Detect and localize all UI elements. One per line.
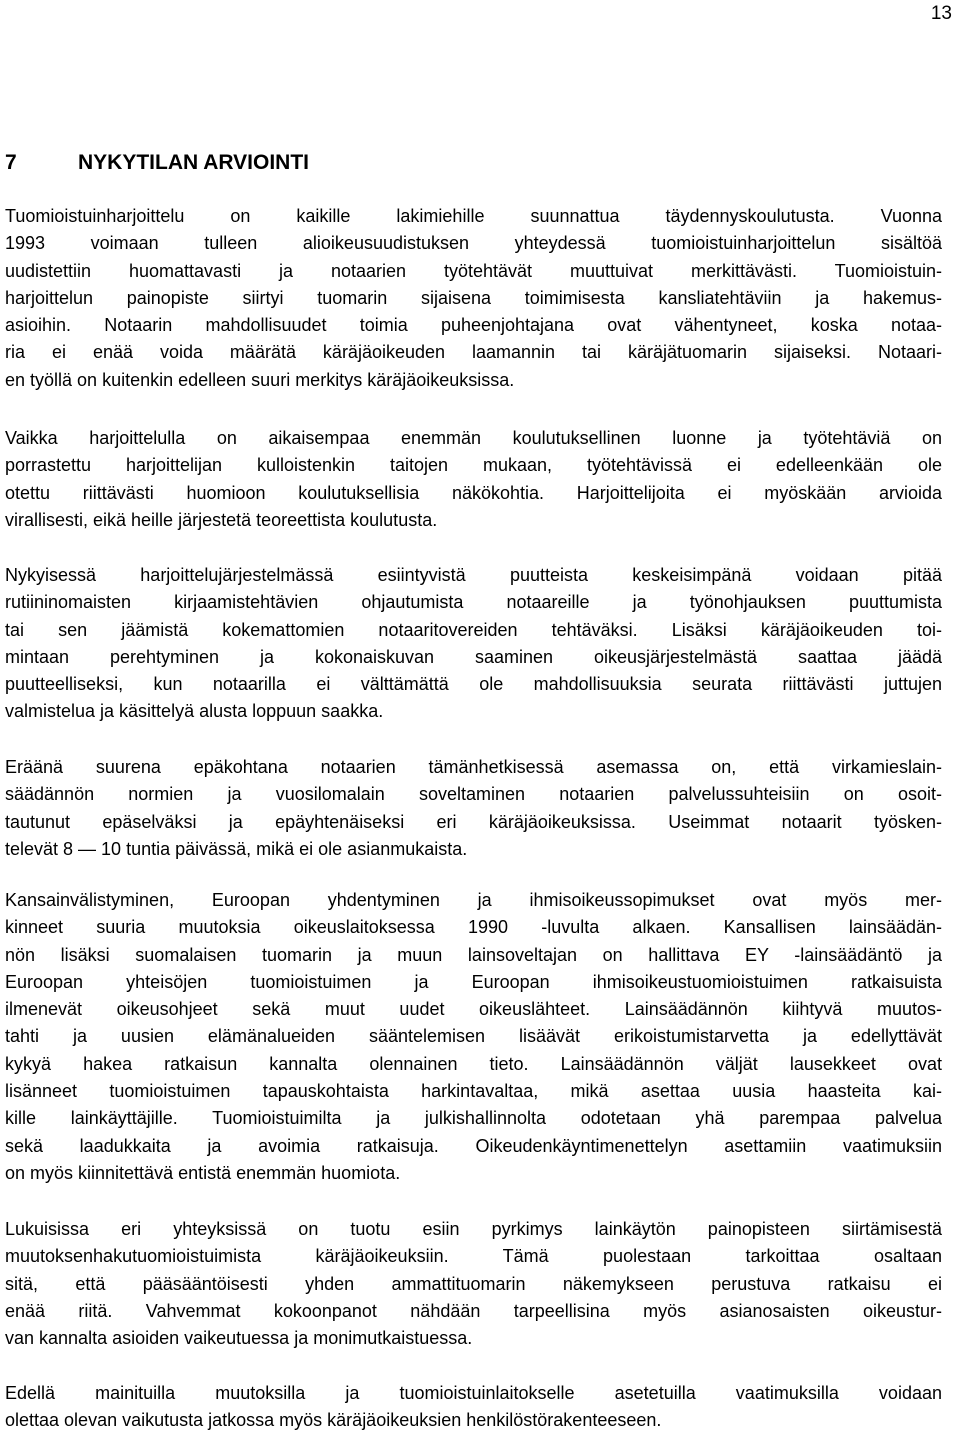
paragraph-7: [5, 1380, 942, 1435]
text-line: Euroopan yhteisöjen tuomioistuimen ja Euroopan ihmisoikeustuomioistuimen ratkaisuista: [5, 971, 942, 992]
text-line: säädännön normien ja vuosilomalain soveltaminen notaarien palvelussuhteisiin on osoit-: [5, 784, 942, 805]
text-line: harjoittelun painopiste siirtyi tuomarin sijaisena toimimisesta kansliatehtäviin ja hakemus-: [5, 287, 942, 308]
text-line: rutiininomaisten kirjaamistehtävien ohjautumista notaareille ja työnohjauksen puuttumista: [5, 592, 942, 613]
text-line: nön lisäksi suomalaisen tuomarin ja muun lainsoveltajan on hallittava EY -lainsäädäntö ja: [5, 944, 942, 965]
paragraph-6: [5, 1216, 942, 1352]
text-line: Kansainvälistyminen, Euroopan yhdentyminen ja ihmisoikeussopimukset ovat myös mer-: [5, 890, 942, 910]
paragraph-3: [5, 562, 942, 726]
text-line: Tuomioistuinharjoittelu on kaikille lakimiehille suunnattua täydennyskoulutusta. Vuonna: [5, 206, 942, 226]
paragraph-5: [5, 887, 942, 1187]
text-line: en työllä on kuitenkin edelleen suuri merkitys käräjäoikeuksissa.: [5, 369, 515, 390]
text-line: porrastettu harjoittelijan kulloistenkin taitojen mukaan, työtehtävissä ei edelleenkään ole: [5, 455, 942, 476]
text-line: sekä laadukkaita ja avoimia ratkaisuja. Oikeudenkäyntimenettelyn asettamiin vaatimuksiin: [5, 1135, 942, 1156]
text-line: enää riitä. Vahvemmat kokoonpanot nähdään tarpeellisina myös asianosaisten oikeustur-: [5, 1300, 942, 1321]
text-line: ilmenevät oikeusohjeet sekä muut uudet oikeuslähteet. Lainsäädännön kiihtyvä muutos-: [5, 999, 942, 1020]
text-line: virallisesti, eikä heille järjestetä teoreettista koulutusta.: [5, 509, 438, 530]
text-line: otettu riittävästi huomioon koulutuksellisia näkökohtia. Harjoittelijoita ei myöskään arvioida: [5, 482, 942, 503]
text-line: kykyä hakea ratkaisun kannalta olennainen tieto. Lainsäädännön väljät lausekkeet ovat: [5, 1053, 942, 1074]
text-line: asioihin. Notaarin mahdollisuudet toimia puheenjohtajana ovat vähentyneet, koska notaa-: [5, 315, 942, 336]
text-line: kille lainkäyttäjille. Tuomioistuimilta ja julkishallinnolta odotetaan yhä parempaa palvelua: [5, 1108, 942, 1129]
text-line: tai sen jäämistä kokemattomien notaaritovereiden tehtäväksi. Lisäksi käräjäoikeuden toi-: [5, 619, 942, 640]
text-line: sitä, että pääsääntöisesti yhden ammattituomarin näkemykseen perustuva ratkaisu ei: [5, 1273, 942, 1294]
text-line: tahti ja uusien elämänalueiden sääntelemisen lisäävät erikoistumistarvetta ja edellyttävät: [5, 1026, 942, 1047]
text-line: mintaan perehtyminen ja kokonaiskuvan saaminen oikeusjärjestelmästä saattaa jäädä: [5, 646, 942, 667]
text-line: Nykyisessä harjoittelujärjestelmässä esiintyvistä puutteista keskeisimpänä voidaan pitää: [5, 565, 942, 585]
paragraph-1: [5, 203, 942, 394]
paragraph-2: [5, 425, 942, 534]
text-line: lisänneet tuomioistuimen tapauskohtaista harkintavaltaa, mikä asettaa uusia haasteita kai-: [5, 1081, 942, 1102]
text-line: ria ei enää voida määrätä käräjäoikeuden laamannin tai käräjätuomarin sijaiseksi. Notaari-: [5, 342, 942, 363]
section-number: 7: [5, 151, 17, 174]
text-line: Eräänä suurena epäkohtana notaarien tämänhetkisessä asemassa on, että virkamieslain-: [5, 757, 942, 777]
text-line: 1993 voimaan tulleen alioikeusuudistuksen yhteydessä tuomioistuinharjoittelun sisältöä: [5, 233, 942, 254]
text-line: uudistettiin huomattavasti ja notaarien työtehtävät muuttuivat merkittävästi. Tuomioistuin-: [5, 260, 942, 281]
text-line: tautunut epäselväksi ja epäyhtenäiseksi eri käräjäoikeuksissa. Useimmat notaarit työsken-: [5, 811, 942, 832]
text-line: olettaa olevan vaikutusta jatkossa myös käräjäoikeuksien henkilöstörakenteeseen.: [5, 1410, 662, 1431]
text-line: Lukuisissa eri yhteyksissä on tuotu esiin pyrkimys lainkäytön painopisteen siirtämisestä: [5, 1219, 942, 1239]
page-number: 13: [930, 3, 952, 24]
text-line: on myös kiinnitettävä entistä enemmän huomiota.: [5, 1162, 401, 1183]
text-line: kinneet suuria muutoksia oikeuslaitoksessa 1990 -luvulta alkaen. Kansallisen lainsäädän-: [5, 917, 942, 938]
text-line: valmistelua ja käsittelyä alusta loppuun saakka.: [5, 701, 384, 722]
section-title: NYKYTILAN ARVIOINTI: [78, 151, 310, 174]
section-heading: [5, 150, 309, 176]
paragraph-4: [5, 754, 942, 863]
text-line: van kannalta asioiden vaikeutuessa ja monimutkaistuessa.: [5, 1328, 473, 1349]
text-line: puutteelliseksi, kun notaarilla ei välttämättä ole mahdollisuuksia seurata riittävästi juttujen: [5, 674, 942, 695]
text-line: Edellä mainituilla muutoksilla ja tuomioistuinlaitokselle asetetuilla vaatimuksilla voidaan: [5, 1383, 942, 1403]
text-line: Vaikka harjoittelulla on aikaisempaa enemmän koulutuksellinen luonne ja työtehtäviä on: [5, 428, 942, 448]
text-line: muutoksenhakutuomioistuimista käräjäoikeuksiin. Tämä puolestaan tarkoittaa osaltaan: [5, 1246, 942, 1267]
text-line: televät 8 — 10 tuntia päivässä, mikä ei ole asianmukaista.: [5, 838, 468, 859]
